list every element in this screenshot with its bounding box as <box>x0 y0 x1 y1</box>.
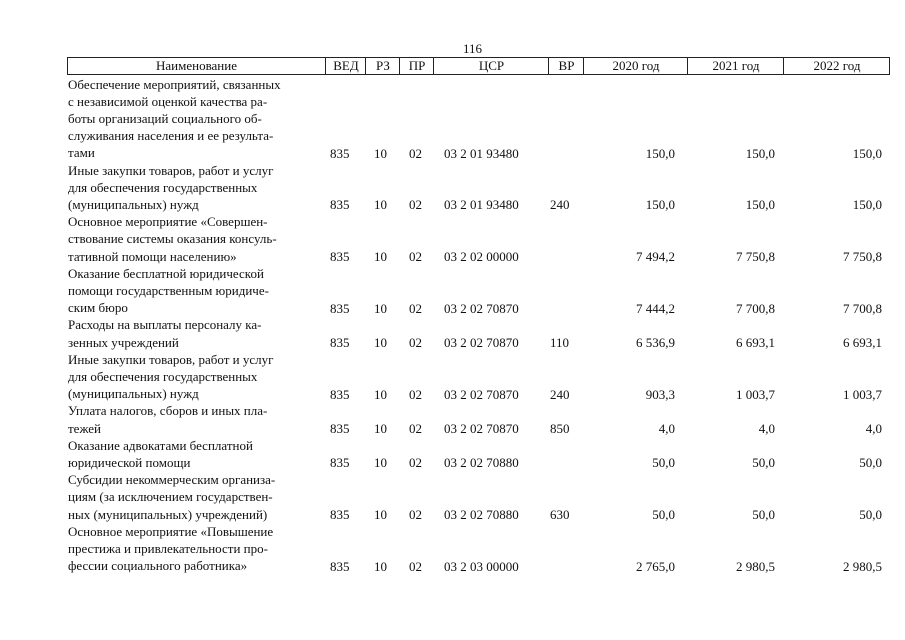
cell-pr: 02 <box>409 248 422 264</box>
cell-ved: 835 <box>330 334 350 350</box>
header-rz: РЗ <box>365 58 400 74</box>
cell-2020: 150,0 <box>645 197 675 213</box>
row-name: Основное мероприятие «Совершен- ствование системы оказания консуль- тативной помощи населению» <box>68 214 277 264</box>
cell-rz: 10 <box>374 300 387 316</box>
cell-2022: 150,0 <box>852 145 882 161</box>
cell-ved: 835 <box>330 558 350 574</box>
cell-csr: 03 2 02 00000 <box>444 248 519 264</box>
cell-csr: 03 2 02 70870 <box>444 420 519 436</box>
cell-2020: 4,0 <box>658 420 675 436</box>
cell-rz: 10 <box>374 558 387 574</box>
cell-ved: 835 <box>330 506 350 522</box>
cell-pr: 02 <box>409 420 422 436</box>
cell-ved: 835 <box>330 300 350 316</box>
cell-2022: 50,0 <box>859 506 882 522</box>
row-name: Иные закупки товаров, работ и услуг для обеспечения государственных (муниципальных) нужд <box>68 351 274 402</box>
cell-2020: 6 536,9 <box>636 334 675 350</box>
cell-rz: 10 <box>374 386 387 402</box>
cell-pr: 02 <box>409 197 422 213</box>
cell-csr: 03 2 02 70880 <box>444 455 519 471</box>
cell-2021: 2 980,5 <box>736 558 775 574</box>
cell-csr: 03 2 02 70870 <box>444 334 519 350</box>
cell-csr: 03 2 02 70870 <box>444 386 519 402</box>
cell-ved: 835 <box>330 248 350 264</box>
table-row <box>0 402 905 436</box>
cell-pr: 02 <box>409 334 422 350</box>
cell-2021: 7 750,8 <box>736 248 775 264</box>
table-row <box>0 523 905 575</box>
cell-pr: 02 <box>409 455 422 471</box>
table-row <box>0 162 905 214</box>
cell-2021: 4,0 <box>758 420 775 436</box>
table-row <box>0 471 905 523</box>
cell-vr: 110 <box>550 334 570 350</box>
cell-vr: 240 <box>550 197 570 213</box>
cell-rz: 10 <box>374 145 387 161</box>
cell-2020: 903,3 <box>645 386 675 402</box>
row-name: Основное мероприятие «Повышение престижа и привлекательности про- фессии социального работника» <box>68 523 274 574</box>
cell-2022: 1 003,7 <box>843 386 882 402</box>
cell-rz: 10 <box>374 334 387 350</box>
cell-2021: 50,0 <box>752 506 775 522</box>
cell-2020: 150,0 <box>645 145 675 161</box>
table-row <box>0 76 905 162</box>
cell-2022: 4,0 <box>865 420 882 436</box>
row-name: Иные закупки товаров, работ и услуг для обеспечения государственных (муниципальных) нужд <box>68 162 274 212</box>
cell-2021: 6 693,1 <box>736 334 775 350</box>
cell-2021: 150,0 <box>745 145 775 161</box>
cell-pr: 02 <box>409 506 422 522</box>
cell-rz: 10 <box>374 455 387 471</box>
cell-ved: 835 <box>330 197 350 213</box>
cell-vr: 630 <box>550 506 570 522</box>
table-row <box>0 437 905 471</box>
page-number: 116 <box>463 41 483 56</box>
row-name: Уплата налогов, сборов и иных пла- тежей <box>68 403 268 436</box>
cell-csr: 03 2 02 70880 <box>444 506 519 522</box>
cell-pr: 02 <box>409 558 422 574</box>
cell-2022: 7 750,8 <box>843 248 882 264</box>
header-vr: ВР <box>548 58 584 74</box>
cell-2020: 7 444,2 <box>636 300 675 316</box>
header-2020: 2020 год <box>583 58 688 74</box>
cell-vr: 240 <box>550 386 570 402</box>
cell-ved: 835 <box>330 386 350 402</box>
cell-2020: 2 765,0 <box>636 558 675 574</box>
table-row <box>0 351 905 403</box>
cell-2022: 7 700,8 <box>843 300 882 316</box>
cell-2021: 7 700,8 <box>736 300 775 316</box>
cell-rz: 10 <box>374 420 387 436</box>
cell-ved: 835 <box>330 420 350 436</box>
row-name: Субсидии некоммерческим организа- циям (за исключением государствен- ных (муниципальных) учреждений) <box>68 472 276 522</box>
cell-csr: 03 2 01 93480 <box>444 197 519 213</box>
row-name: Оказание бесплатной юридической помощи государственным юридиче- ским бюро <box>68 265 269 316</box>
row-name: Обеспечение мероприятий, связанных с независимой оценкой качества ра- боты организаций социального об- служивания населения и ее результа- тами <box>68 76 281 161</box>
row-name: Расходы на выплаты персоналу ка- зенных учреждений <box>68 317 262 350</box>
cell-2022: 150,0 <box>852 197 882 213</box>
cell-2022: 6 693,1 <box>843 334 882 350</box>
cell-csr: 03 2 01 93480 <box>444 145 519 161</box>
cell-csr: 03 2 02 70870 <box>444 300 519 316</box>
header-ved: ВЕД <box>325 58 366 74</box>
cell-pr: 02 <box>409 386 422 402</box>
cell-ved: 835 <box>330 455 350 471</box>
cell-csr: 03 2 03 00000 <box>444 558 519 574</box>
header-pr: ПР <box>399 58 434 74</box>
cell-2020: 50,0 <box>652 506 675 522</box>
cell-rz: 10 <box>374 197 387 213</box>
cell-2022: 50,0 <box>859 455 882 471</box>
cell-rz: 10 <box>374 248 387 264</box>
cell-ved: 835 <box>330 145 350 161</box>
cell-rz: 10 <box>374 506 387 522</box>
cell-2022: 2 980,5 <box>843 558 882 574</box>
row-name: Оказание адвокатами бесплатной юридической помощи <box>68 437 253 470</box>
cell-2021: 1 003,7 <box>736 386 775 402</box>
table-row <box>0 265 905 317</box>
table-header <box>67 57 890 75</box>
header-csr: ЦСР <box>433 58 549 74</box>
cell-pr: 02 <box>409 300 422 316</box>
cell-2021: 150,0 <box>745 197 775 213</box>
table-row <box>0 316 905 350</box>
header-2022: 2022 год <box>783 58 890 74</box>
cell-2020: 7 494,2 <box>636 248 675 264</box>
header-name: Наименование <box>156 58 237 73</box>
cell-pr: 02 <box>409 145 422 161</box>
cell-2021: 50,0 <box>752 455 775 471</box>
cell-vr: 850 <box>550 420 570 436</box>
header-2021: 2021 год <box>687 58 784 74</box>
cell-2020: 50,0 <box>652 455 675 471</box>
table-row <box>0 213 905 265</box>
